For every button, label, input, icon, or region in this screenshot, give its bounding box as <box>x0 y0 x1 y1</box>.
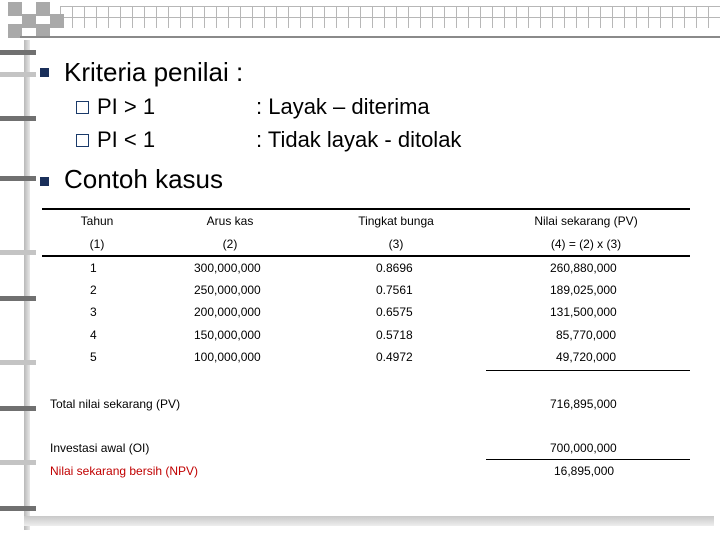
header-tingkat-bunga: Tingkat bunga <box>358 214 434 228</box>
header-arus-kas: Arus kas <box>206 214 254 228</box>
subheader-2: (2) <box>222 237 238 251</box>
criteria-condition-2: PI < 1 <box>97 127 156 152</box>
cell-tingkat-bunga: 0.5718 <box>376 328 413 342</box>
total-pv-value: 716,895,000 <box>550 397 617 411</box>
header-bottom-rule <box>42 255 690 257</box>
checkbox-icon <box>76 101 89 114</box>
cell-tingkat-bunga: 0.7561 <box>376 283 413 297</box>
cell-arus-kas: 100,000,000 <box>194 350 261 364</box>
cell-tingkat-bunga: 0.4972 <box>376 350 413 364</box>
total-pv-label: Total nilai sekarang (PV) <box>50 397 181 411</box>
cell-tingkat-bunga: 0.6575 <box>376 305 413 319</box>
cell-arus-kas: 250,000,000 <box>194 283 261 297</box>
checkbox-icon <box>76 134 89 147</box>
contoh-heading: Contoh kasus <box>64 164 223 194</box>
kriteria-heading: Kriteria penilai : <box>64 57 244 87</box>
criteria-result-2: : Tidak layak - ditolak <box>256 127 462 152</box>
cell-pv: 49,720,000 <box>556 350 617 364</box>
cell-tahun: 3 <box>90 305 97 319</box>
left-frame-shadow <box>24 40 30 530</box>
subheader-4: (4) = (2) x (3) <box>550 237 622 251</box>
cell-pv: 85,770,000 <box>556 328 617 342</box>
npv-label: Nilai sekarang bersih (NPV) <box>50 464 199 478</box>
bottom-frame-shadow <box>24 516 714 526</box>
npv-value: 16,895,000 <box>554 464 615 478</box>
bullet-marker <box>40 177 49 186</box>
investasi-value: 700,000,000 <box>550 441 617 455</box>
investasi-label: Investasi awal (OI) <box>50 441 150 455</box>
cell-pv: 131,500,000 <box>550 305 617 319</box>
cell-tingkat-bunga: 0.8696 <box>376 261 413 275</box>
bullet-marker <box>40 68 49 77</box>
table-top-rule <box>42 208 690 210</box>
criteria-condition-1: PI > 1 <box>97 94 156 119</box>
header-tahun: Tahun <box>80 214 114 228</box>
criteria-result-1: : Layak – diterima <box>256 94 430 119</box>
sum-rule <box>486 370 690 371</box>
header-nilai-sekarang: Nilai sekarang (PV) <box>534 214 638 228</box>
subheader-1: (1) <box>89 237 105 251</box>
cell-tahun: 4 <box>90 328 97 342</box>
cell-tahun: 1 <box>90 261 97 275</box>
cell-arus-kas: 300,000,000 <box>194 261 261 275</box>
cell-pv: 189,025,000 <box>550 283 617 297</box>
top-decorative-grid <box>60 6 720 28</box>
cell-tahun: 5 <box>90 350 97 364</box>
cell-arus-kas: 150,000,000 <box>194 328 261 342</box>
cell-tahun: 2 <box>90 283 97 297</box>
subheader-3: (3) <box>388 237 404 251</box>
difference-rule <box>486 459 690 460</box>
top-divider-line <box>20 36 720 38</box>
cell-pv: 260,880,000 <box>550 261 617 275</box>
cell-arus-kas: 200,000,000 <box>194 305 261 319</box>
